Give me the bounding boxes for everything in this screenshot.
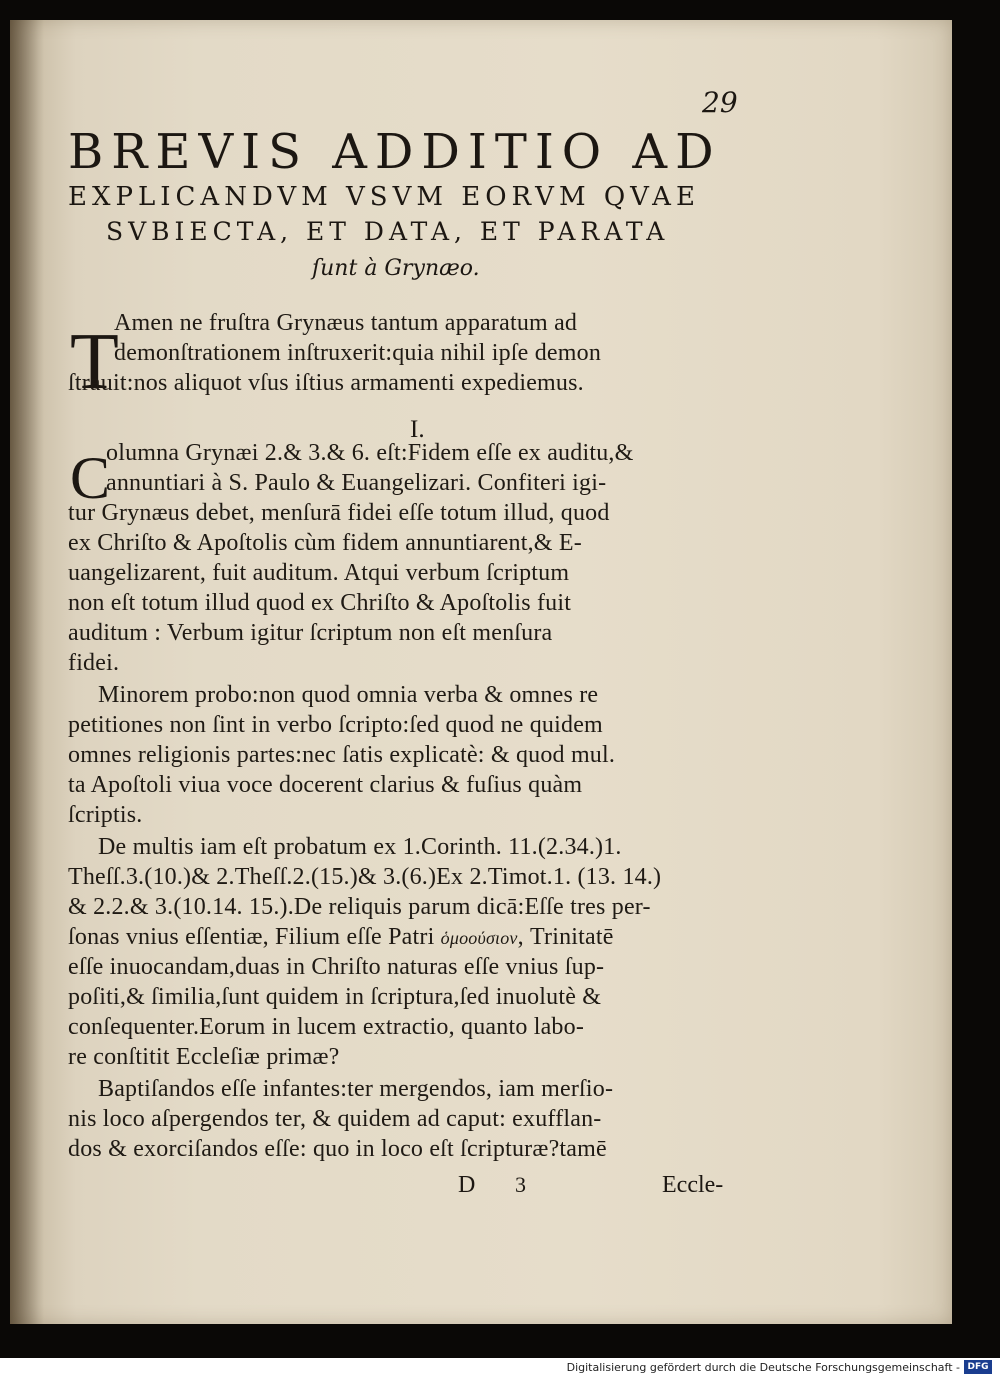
- paragraph-line: poſiti,& ſimilia,ſunt quidem in ſcriptura,ſed inuolutè &: [68, 984, 602, 1010]
- section-numeral: I.: [410, 416, 425, 443]
- paragraph-line: olumna Grynæi 2.& 3.& 6. eſt:Fidem eſſe ex auditu,&: [106, 440, 634, 466]
- paragraph-line: omnes religionis partes:nec ſatis explicatè: & quod mul.: [68, 742, 616, 768]
- intro-line: demonſtrationem inſtruxerit:quia nihil ipſe demon: [114, 340, 602, 366]
- intro-line: ſtrauit:nos aliquot vſus iſtius armamenti expediemus.: [68, 370, 584, 396]
- drop-cap-initial: T: [70, 318, 119, 406]
- greek-word: ὁμοούσιον: [440, 928, 518, 948]
- dfg-logo: DFG: [964, 1360, 992, 1374]
- page-number: 29: [702, 86, 738, 119]
- paragraph-line: [68, 924, 614, 951]
- paragraph-line: auditum : Verbum igitur ſcriptum non eſt menſura: [68, 620, 553, 646]
- paragraph-line: re conſtitit Eccleſiæ primæ?: [68, 1044, 340, 1070]
- signature-number: 3: [515, 1172, 526, 1197]
- title-line-2: EXPLICANDVM VSVM EORVM QVAE: [68, 182, 700, 212]
- paragraph-line: conſequenter.Eorum in lucem extractio, quanto labo-: [68, 1014, 585, 1040]
- book-page: [10, 20, 952, 1324]
- gutter-shadow: [10, 20, 44, 1324]
- paragraph-line: fidei.: [68, 650, 120, 676]
- title-line-4: ſunt à Grynæo.: [312, 256, 480, 281]
- paragraph-line: Baptiſandos eſſe infantes:ter mergendos, iam merſio-: [98, 1076, 614, 1102]
- paragraph-line: nis loco aſpergendos ter, & quidem ad caput: exufflan-: [68, 1106, 602, 1132]
- paragraph-line: dos & exorciſandos eſſe: quo in loco eſt ſcripturæ?tamē: [68, 1136, 607, 1162]
- paragraph-line: eſſe inuocandam,duas in Chriſto naturas eſſe vnius ſup-: [68, 954, 605, 980]
- paragraph-line: De multis iam eſt probatum ex 1.Corinth. 11.(2.34.)1.: [98, 834, 622, 860]
- signature-letter: D: [458, 1172, 476, 1198]
- title-line-1: BREVIS ADDITIO AD: [68, 124, 722, 180]
- paragraph-line-tail: , Trinitatē: [517, 924, 614, 950]
- paragraph-line: non eſt totum illud quod ex Chriſto & Apoſtolis fuit: [68, 590, 572, 616]
- drop-cap-initial: C: [70, 445, 111, 511]
- paragraph-line: ex Chriſto & Apoſtolis cùm fidem annuntiarent,& E-: [68, 530, 582, 556]
- intro-line: Amen ne fruſtra Grynæus tantum apparatum ad: [114, 310, 578, 336]
- paragraph-line: tur Grynæus debet, menſurā fidei eſſe totum illud, quod: [68, 500, 610, 526]
- catchword: Eccle-: [662, 1172, 724, 1198]
- paragraph-line: uangelizarent, fuit auditum. Atqui verbum ſcriptum: [68, 560, 570, 586]
- paragraph-line: & 2.2.& 3.(10.14. 15.).De reliquis parum dicā:Eſſe tres per-: [68, 894, 651, 920]
- paragraph-line-text: ſonas vnius eſſentiæ, Filium eſſe Patri: [68, 924, 435, 950]
- paragraph-line: ſcriptis.: [68, 802, 143, 828]
- paragraph-line: Minorem probo:non quod omnia verba & omnes re: [98, 682, 599, 708]
- paragraph-line: Theſſ.3.(10.)& 2.Theſſ.2.(15.)& 3.(6.)Ex 2.Timot.1. (13. 14.): [68, 864, 662, 890]
- paragraph-line: annuntiari à S. Paulo & Euangelizari. Confiteri igi-: [106, 470, 607, 496]
- footer-credit: Digitalisierung gefördert durch die Deutsche Forschungsgemeinschaft -: [566, 1361, 960, 1374]
- title-line-3: SVBIECTA, ET DATA, ET PARATA: [106, 217, 670, 246]
- paragraph-line: petitiones non ſint in verbo ſcripto:ſed quod ne quidem: [68, 712, 603, 738]
- paragraph-line: ta Apoſtoli viua voce docerent clarius & fuſius quàm: [68, 772, 583, 798]
